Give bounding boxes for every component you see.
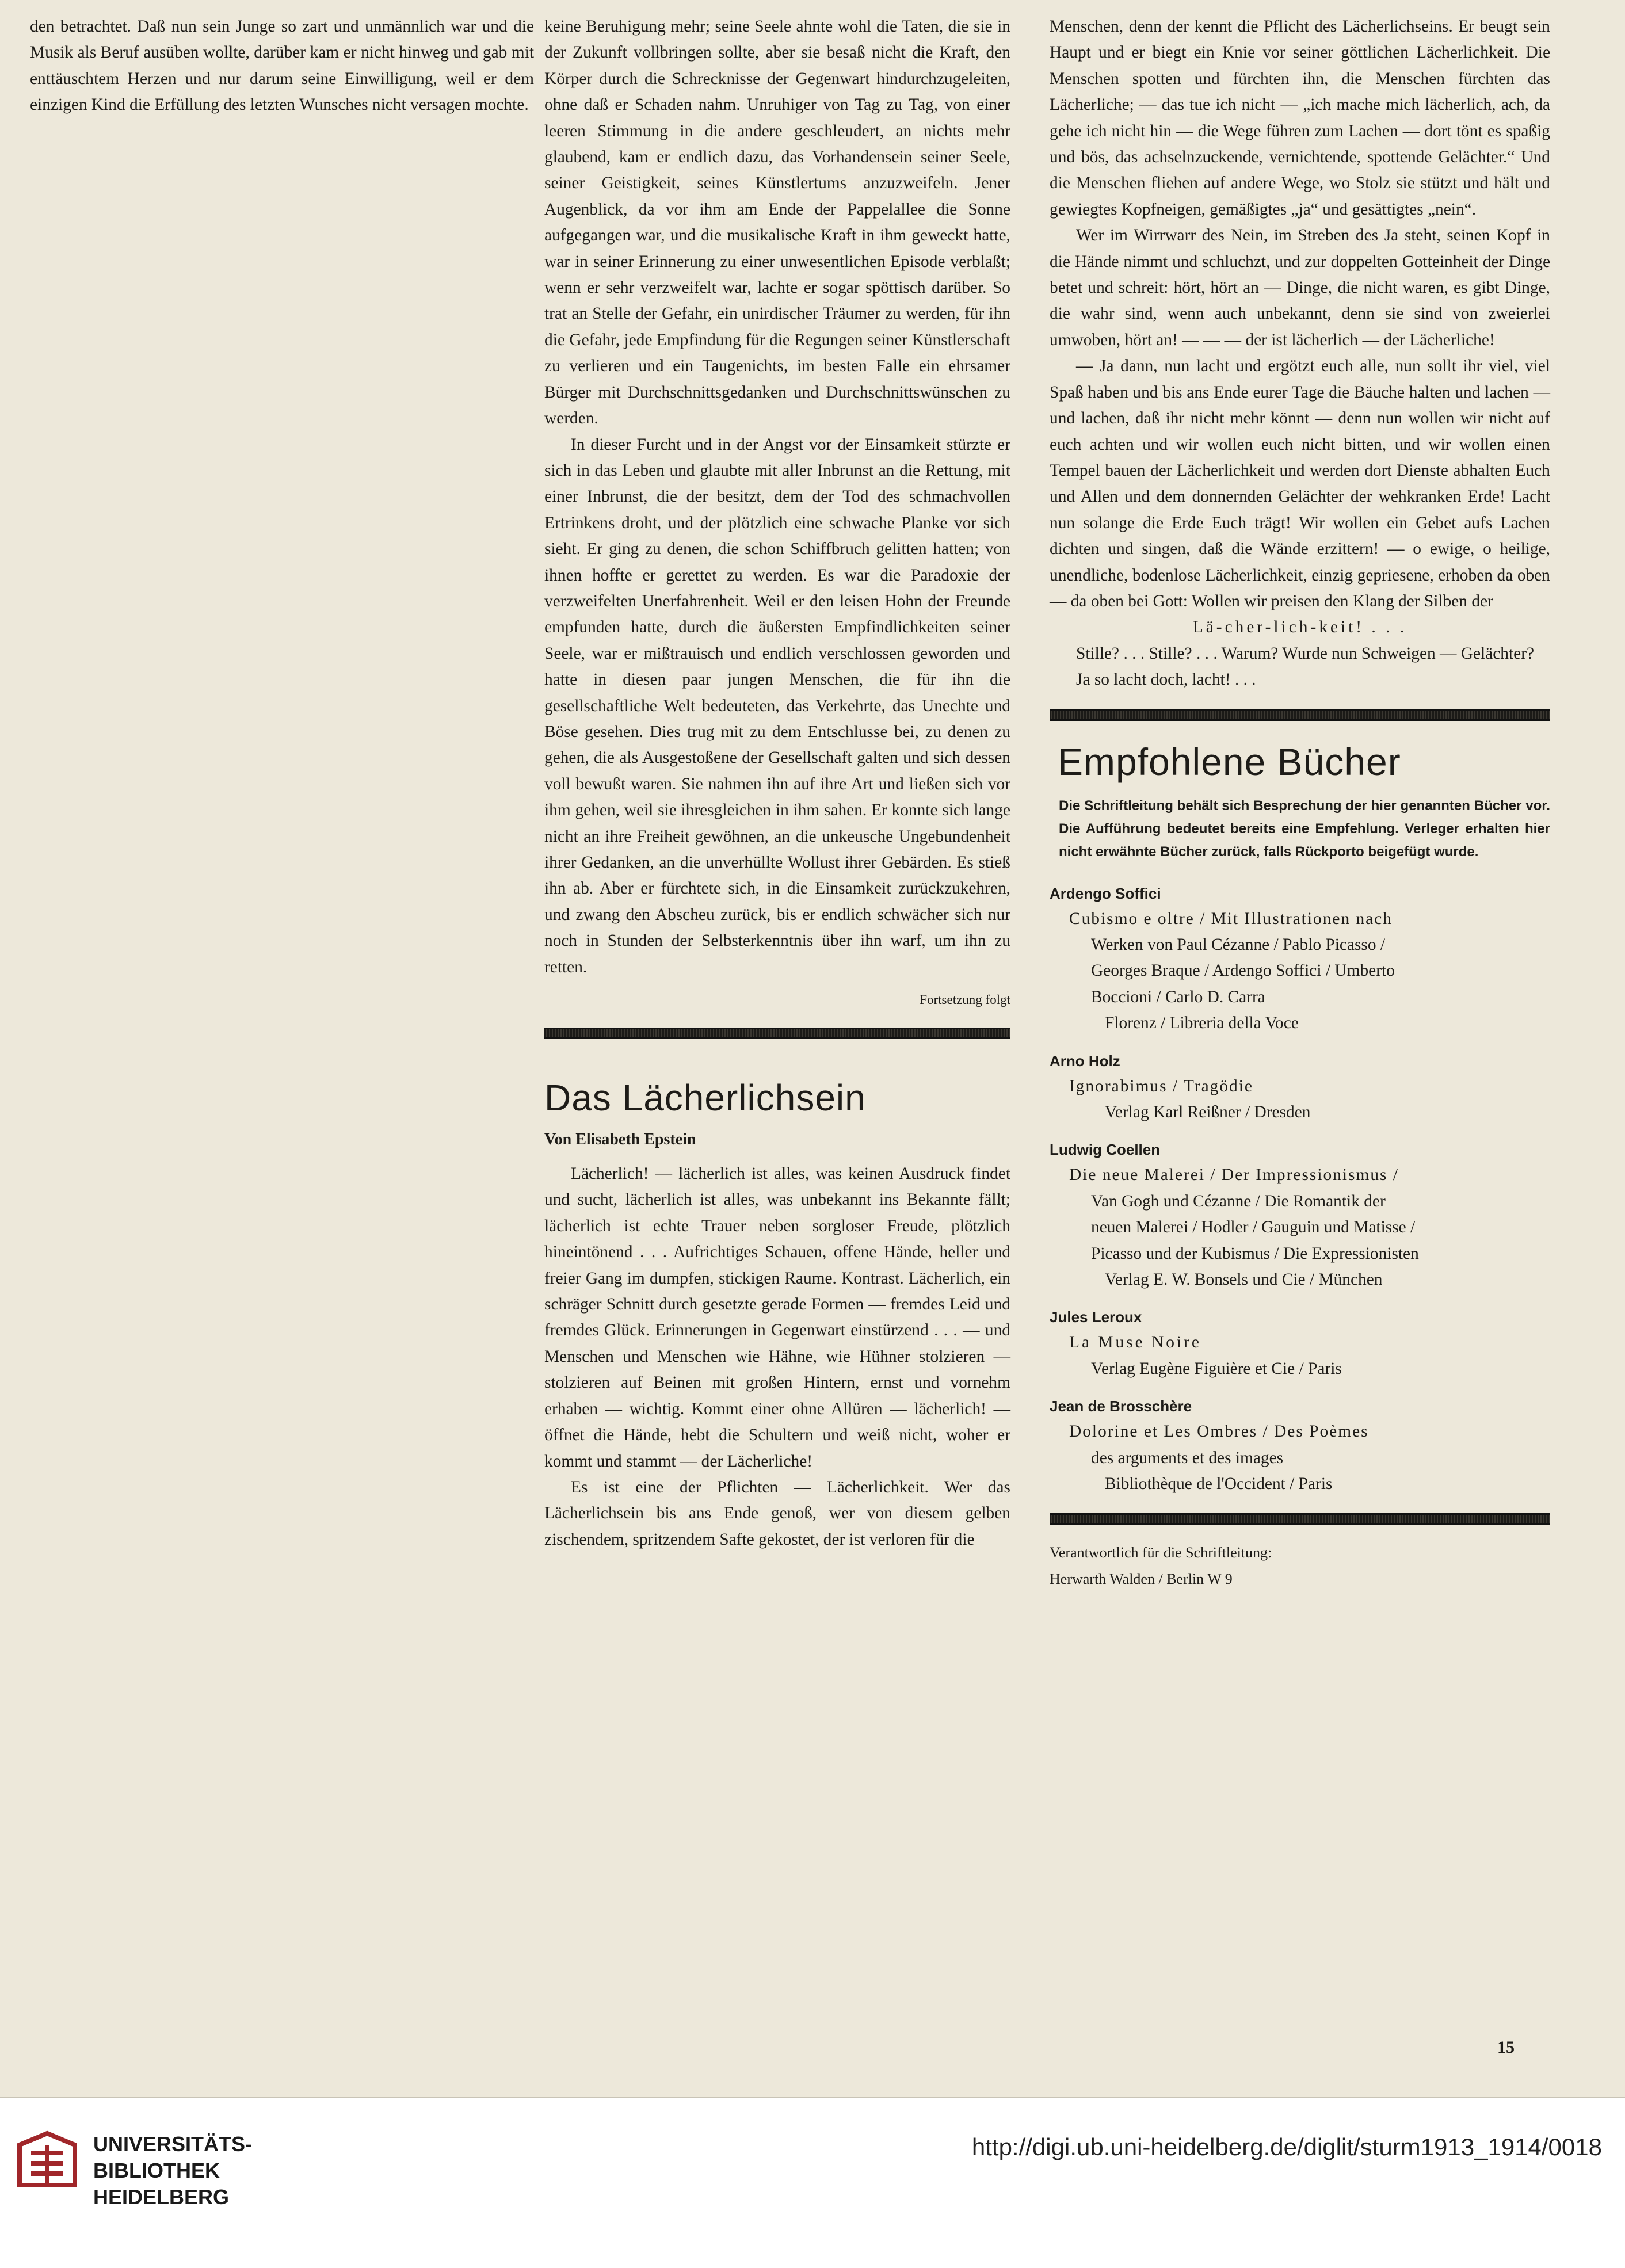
book-line: des arguments et des images	[1091, 1448, 1284, 1467]
article-title: Das Lächerlichsein	[544, 1077, 866, 1119]
column-middle	[544, 14, 1010, 1553]
section-divider	[1050, 1513, 1550, 1525]
book-author: Ludwig Coellen	[1050, 1141, 1161, 1159]
footer-bar	[0, 2097, 1625, 2268]
responsible-label: Verantwortlich für die Schriftleitung:	[1050, 1544, 1272, 1561]
book-entry	[1050, 1048, 1550, 1126]
books-intro: Die Schriftleitung behält sich Besprechung der hier genannten Bücher vor. Die Aufführung bedeutet bereits eine Empfehlung. Verleger erhalten hier nicht erwähnte Bücher zurück, falls Rückporto beigefügt wurde.	[1059, 797, 1550, 860]
book-line: Bibliothèque de l'Occident / Paris	[1105, 1475, 1333, 1494]
book-line: Die neue Malerei / Der Impressionismus /	[1069, 1166, 1399, 1185]
spaced-word: Lä-cher-lich-keit! . . .	[1192, 618, 1407, 637]
article-paragraph: Stille? . . . Stille? . . . Warum? Wurde nun Schweigen — Gelächter?	[1076, 644, 1535, 663]
article-paragraph: Ja so lacht doch, lacht! . . .	[1076, 670, 1256, 689]
institution-line: BIBLIOTHEK	[93, 2159, 220, 2182]
book-entry	[1050, 1393, 1550, 1497]
book-line: Florenz / Libreria della Voce	[1105, 1014, 1299, 1033]
responsible-name: Herwarth Walden / Berlin W 9	[1050, 1571, 1233, 1588]
institution-line: UNIVERSITÄTS-	[93, 2132, 253, 2156]
story-paragraph: den betrachtet. Daß nun sein Junge so zart und unmännlich war und die Musik als Beruf ausüben wollte, darüber kam er nicht hinweg und gab mit enttäuschtem Herzen und nur darum seine Einwilligung, weil er dem einzigen Kind die Erfüllung des letzten Wunsches nicht versagen mochte.	[30, 17, 534, 114]
article-paragraph: Lächerlich! — lächerlich ist alles, was keinen Ausdruck findet und sucht, lächerlich ist alles, was unbekannt ins Bekannte fällt; lächerlich ist echte Trauer neben sorgloser Freude, plötzlich hineintönend . . . Aufrichtiges Schauen, offene Hände, heller und freier Gang im dumpfen, stickigen Raume. Kontrast. Lächerlich, ein schräger Schnitt durch gesetzte gerade Formen — fremdes Leid und fremdes Glück. Erinnerungen in Gegenwart einstürzend . . . — und Menschen und Menschen wie Hähne, wie Hühner stolzieren — stolzieren auf Beinen mit großen Hintern, ernst und vornehm erhaben — wichtig. Kommt einer ohne Allüren — lächerlich! — öffnet die Hände, hebt die Schultern und weiß nicht, woher er kommt und stammt — der Lächerliche!	[544, 1164, 1010, 1471]
book-line: Dolorine et Les Ombres / Des Poèmes	[1069, 1422, 1369, 1441]
book-line: Cubismo e oltre / Mit Illustrationen nach	[1069, 909, 1393, 928]
book-line: Georges Braque / Ardengo Soffici / Umberto	[1091, 961, 1395, 980]
continued-note: Fortsetzung folgt	[920, 992, 1010, 1007]
book-entry	[1050, 1137, 1550, 1293]
book-author: Ardengo Soffici	[1050, 884, 1161, 902]
book-line: Van Gogh und Cézanne / Die Romantik der	[1091, 1192, 1386, 1211]
section-divider	[544, 1028, 1010, 1039]
article-paragraph: Menschen, denn der kennt die Pflicht des Lächerlichseins. Er beugt sein Haupt und er biegt ein Knie vor seiner göttlichen Lächerlichkeit. Die Menschen spotten und fürchten ihn, die Menschen fürchten das Lächerliche; — das tue ich nicht — „ich mache mich lächerlich, ach, da gehe ich nicht hin — die Wege führen zum Lachen — dort tönt es spaßig und bös, das achselnzuckende, vernichtende, spottende Gelächter.“ Und die Menschen fliehen auf andere Wege, wo Stolz sie stützt und hält und gewiegtes Kopfneigen, gemäßigtes „ja“ und gesättigtes „nein“.	[1050, 17, 1550, 219]
book-line: Werken von Paul Cézanne / Pablo Picasso /	[1091, 935, 1386, 954]
article-paragraph: — Ja dann, nun lacht und ergötzt euch alle, nun sollt ihr viel, viel Spaß haben und bis ans Ende eurer Tage die Bäuche halten und lachen — und lachen, daß ihr nicht mehr könnt — denn nun wollen wir nicht auf euch achten und wir wollen euch nicht bitten, und wir wollen einen Tempel bauen der Lächerlichkeit und werden dort Dienste abhalten Euch und Allen und dem donnernden Gelächter der wehkranken Erde! Lacht nun solange die Erde Euch trägt! Wir wollen ein Gebet aufs Lachen dichten und singen, daß die Wände erzittern! — o ewige, o heilige, unendliche, bodenlose Lächerlichkeit, einzig gepriesene, erhoben da oben — da oben bei Gott: Wollen wir preisen den Klang der Silben der	[1050, 357, 1550, 610]
book-line: neuen Malerei / Hodler / Gauguin und Matisse /	[1091, 1218, 1416, 1237]
book-author: Jules Leroux	[1050, 1308, 1142, 1326]
book-author: Arno Holz	[1050, 1052, 1120, 1070]
book-line: Picasso und der Kubismus / Die Expressionisten	[1091, 1244, 1419, 1263]
book-line: Ignorabimus / Tragödie	[1069, 1076, 1253, 1095]
book-line: Verlag Eugène Figuière et Cie / Paris	[1091, 1359, 1342, 1378]
article-paragraph: Wer im Wirrwarr des Nein, im Streben des Ja steht, seinen Kopf in die Hände nimmt und schluchzt, und zur doppelten Gotteinheit der Dinge betet und schreit: hört, hört an — Dinge, die nicht waren, es gibt Dinge, die wahr sind, wenn auch unbekannt, denn sie sind von zweierlei umwoben, hört an! — — — der ist lächerlich — der Lächerliche!	[1050, 226, 1550, 349]
column-right	[1050, 14, 1550, 1593]
book-line: Verlag E. W. Bonsels und Cie / München	[1105, 1270, 1383, 1289]
university-logo-icon	[15, 2128, 79, 2200]
book-entry	[1050, 881, 1550, 1037]
book-line: Boccioni / Carlo D. Carra	[1091, 987, 1265, 1006]
book-line: Verlag Karl Reißner / Dresden	[1105, 1103, 1311, 1121]
institution-name	[93, 2131, 252, 2210]
book-author: Jean de Brosschère	[1050, 1398, 1192, 1415]
books-heading: Empfohlene Bücher	[1058, 740, 1401, 783]
page-number: 15	[1497, 2038, 1515, 2057]
column-left	[30, 14, 534, 119]
book-line: La Muse Noire	[1069, 1333, 1201, 1352]
story-paragraph: In dieser Furcht und in der Angst vor der Einsamkeit stürzte er sich in das Leben und glaubte mit aller Inbrunst an die Rettung, mit einer Inbrunst, die der besitzt, dem der Tod des schmachvollen Ertrinkens droht, und der plötzlich eine schwache Planke vor sich sieht. Er ging zu denen, die schon Schiffbruch gelitten hatten; von ihnen hoffte er gerettet zu werden. Es war die Paradoxie der verzweifelten Unerfahrenheit. Weil er den leisen Hohn der Freunde empfunden hatte, durch die äußersten Empfindlichkeiten seiner Seele, war er mißtrauisch und endlich verschlossen geworden und hatte in diesen paar jungen Menschen, die für ihn die gesellschaftliche Welt bedeuteten, das Verkehrte, das Unechte und Böse gesehen. Dies trug mit zu dem Entschlusse bei, zu denen zu gehen, die als Ausgestoßene der Gesellschaft galten und sich dessen voll bewußt waren. Sie nahmen ihn auf ihre Art und ließen sich vor ihm gehen, weil sie ihresgleichen in ihm sahen. Er konnte sich lange nicht an ihre Freiheit gewöhnen, an die unkeusche Ungebundenheit ihrer Gedanken, an die unverhüllte Wollust ihrer Gebärden. Es stieß ihn ab. Aber er fürchtete sich, in die Einsamkeit zurückzukehren, und zwang den Abscheu zurück, bis er endlich schwächer sich nur noch in Stunden der Selbsterkenntnis über ihn warf, um ihn zu retten.	[544, 435, 1010, 976]
story-paragraph: keine Beruhigung mehr; seine Seele ahnte wohl die Taten, die sie in der Zukunft vollbringen sollte, aber sie besaß nicht die Kraft, den Körper durch die Schrecknisse der Gegenwart hindurchzugeleiten, ohne daß er Schaden nahm. Unruhiger von Tag zu Tag, von einer leeren Stimmung in die andere geschleudert, an nichts mehr glaubend, kam er endlich dazu, das Vorhandensein seiner Seele, seiner Geistigkeit, seines Künstlertums anzuzweifeln. Jener Augenblick, da vor ihm am Ende der Pappelallee die Sonne aufgegangen war, und die musikalische Kraft in ihm geweckt hatte, war in seiner Erinnerung zu einer unwesentlichen Episode verblaßt; wenn er sehr verzweifelt war, lachte er sogar spöttisch darüber. So trat an Stelle der Gefahr, ein unirdischer Träumer zu werden, für ihn die Gefahr, jede Empfindung für die Regungen seiner Künstlerschaft zu verlieren und ein Taugenichts, im besten Falle ein ehrsamer Bürger mit Durchschnittsgedanken und Durchschnittswünschen zu werden.	[544, 17, 1010, 428]
source-url-link[interactable]: http://digi.ub.uni-heidelberg.de/diglit/sturm1913_1914/0018	[971, 2133, 1602, 2160]
section-divider	[1050, 709, 1550, 721]
book-entry	[1050, 1304, 1550, 1382]
article-paragraph: Es ist eine der Pflichten — Lächerlichkeit. Wer das Lächerlichsein bis ans Ende genoß, wer von diesem gelben zischendem, spritzendem Safte gekostet, der ist verloren für die	[544, 1477, 1010, 1549]
article-byline: Von Elisabeth Epstein	[544, 1131, 696, 1149]
institution-line: HEIDELBERG	[93, 2185, 230, 2209]
